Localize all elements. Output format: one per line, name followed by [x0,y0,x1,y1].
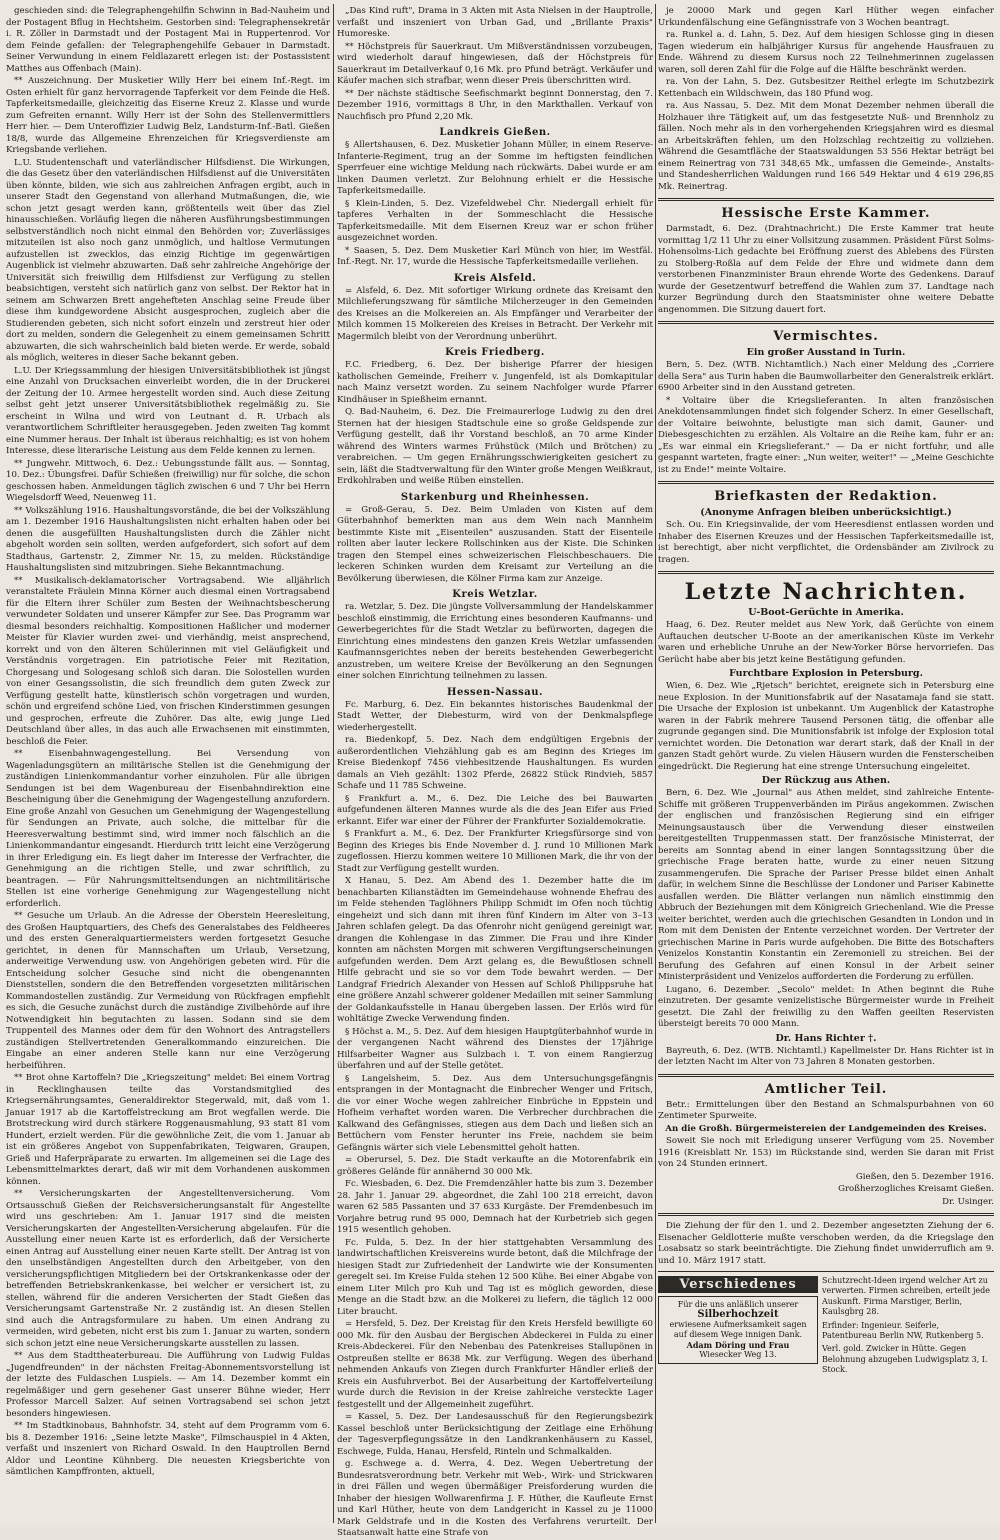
article-paragraph: ** Aus dem Stadttheaterbureau. Die Aufführung von Ludwig Fuldas „Jugendfreunden" in der nächsten Freitag-Abonnementsvorstellung ist der letzte des Fuldaschen Luspiels. — Am 14. Dezember kommt ein regelmäßiger und gern gesehener Gast unserer Bühne wieder, Herr Professor Marcell Salzer. Auf seinen Vortragsabend sei schon jetzt besonders hingewiesen. [6,1351,330,1419]
column-rule [333,4,334,1523]
article-paragraph: ** Eisenbahnwagengestellung. Bei Versendung von Wagenladungsgütern an militärische Stellen ist die Genehmigung der zuständigen Linienkommandantur vorher einzuholen. Für alle übrigen Sendungen ist bei dem Wagenbureau der Eisenbahndirektion eine Bescheinigung über die Genehmigung der Wagengestellung anzufordern. Eine große Anzahl von Gesuchen um Genehmigung der Wagengestellung für Sendungen an Private, auch solche, die mittelbar für die Heeresverwaltung bestimmt sind, wird immer noch fälschlich an die Linienkommandantur eingesandt. Hierdurch tritt leicht eine Verzögerung in ihrer Erledigung ein. Es liegt daher im Interesse der Verfrachter, die Genehmigung an die richtigen Stelle, und zwar schriftlich, zu beantragen. — Für Nahrungsmitteltsendungen an nichtmilitärische Stellen ist eine vorherige Genehmigung zur Wagengestellung nicht erforderlich. [6,749,330,909]
ad-line: erwiesene Aufmerksamkeit sagen auf diesem Wege innigen Dank. [669,1320,807,1339]
article-paragraph: Soweit Sie noch mit Erledigung unserer Verfügung vom 25. November 1916 (Kreisblatt Nr. 153) im Rückstande sind, werden Sie daran mit Frist von 24 Stunden erinnert. [658,1136,994,1169]
ads-heading: Verschiedenes [658,1276,818,1293]
heading-wetzlar: Kreis Wetzlar. [452,589,538,600]
article-paragraph: Darmstadt, 6. Dez. (Drahtnachricht.) Die Erste Kammer trat heute vormittag 1/2 11 Uhr zu einer Vollsitzung zusammen. Präsident Fürst Solms-Hohensolms-Lich gedachte bei Eröffnung zuerst des Ablebens des Fürsten zu Stolberg-Roßla auf dem Felde der Ehre und widmete dann dem verstorbenen Finanzminister Braun ehrende Worte des Gedenkens. Darauf wurde der Gesetzentwurf betreffend die Wahlen zum 37. Landtage nach kurzer Begründung durch den Staatsminister ohne weitere Debatte angenommen. Die Sitzung dauert fort. [658,224,994,315]
article-paragraph: je 20000 Mark und gegen Karl Hüther wegen einfacher Urkundenfälschung eine Gefängnisstrafe von 3 Wochen beantragt. [658,6,994,28]
article-paragraph: Fc. Wiesbaden, 6. Dez. Die Fremdenzähler hatte bis zum 3. Dezember 28. Jahr 1. Januar 29. abgeordnet, die Zahl 100 218 erreicht, davon waren 62 585 Passanten und 37 633 Kurgäste. Der Fremdenbesuch im Vorjahre betrug rund 95 000, Demnach hat der Kurbetrieb sich gegen 1915 wesentlich gehoben. [337,1179,653,1235]
article-paragraph: Dr. Usinger. [942,1196,994,1207]
column-3 [658,6,994,1521]
article-paragraph: Sch. Ou. Ein Kriegsinvalide, der vom Heeresdienst entlassen worden und Inhaber des Eisernen Kreuzes und der Hessischen Tapferkeitsmedaille ist, ist berechtigt, aber nicht verpflichtet, die Ordensbänder am Zivilrock zu tragen. [658,520,994,565]
heading-landkreis: Landkreis Gießen. [439,127,551,138]
article-paragraph: = Kassel, 5. Dez. Der Landesausschuß für den Regierungsbezirk Kassel beschloß unter Berücksichtigung der Zeitlage eine Erhöhung der Tagesverpflegungssätze in den Landkrankenhäusern zu Kassel, Eschwege, Fulda, Hanau, Hersfeld, Rinteln und Schmalkalden. [337,1412,653,1457]
article-paragraph: Fc. Marburg, 6. Dez. Ein bekanntes historisches Baudenkmal der Stadt Wetter, der Diebesturm, wird von der Denkmalspflege wiederhergestellt. [337,699,653,733]
ads-left [658,1276,818,1379]
article-paragraph: ** Volkszählung 1916. Haushaltungsvorstände, die bei der Volkszählung am 1. Dezember 1916 Haushaltungslisten nicht erhalten haben oder bei denen die ausgefüllten Haushaltungslisten durch die Zähler nicht abgeholt worden sein sollten, werden aufgefordert, sich sofort auf dem Stadthaus, Gartenstr. 2, Zimmer Nr. 15, zu melden. Rückständige Haushaltungslisten sind mitzubringen. Siehe Bekanntmachung. [6,505,330,573]
divider [658,198,994,201]
article-paragraph: * Saasen, 5. Dez. Dem Musketier Karl Münch von hier, im Westfäl. Inf.-Regt. Nr. 17, wurde die Hessische Tapferkeitsmedaille verliehen. [337,245,653,267]
heading-athen: Der Rückzug aus Athen. [761,775,891,786]
article-paragraph: = Alsfeld, 6. Dez. Mit sofortiger Wirkung ordnete das Kreisamt den Milchlieferungszwang für sämtliche Milcherzeuger in den Gemeinden des Kreises an die Molkereien an. Als Empfänger und Verarbeiter der Milch kommen 15 Molkereien des Kreises in Betracht. Der Verkehr mit Magermilch bleibt von der Verordnung unberührt. [337,285,653,342]
article-paragraph: ** Der nächste städtische Seefischmarkt beginnt Donnerstag, den 7. Dezember 1916, vormittags 8 Uhr, in den Markthallen. Verkauf von Nauchfisch pro Pfund 2,20 Mk. [337,88,653,122]
article-paragraph: Betr.: Ermittelungen über den Bestand an Schmalspurbahnen von 60 Zentimeter Spurweite. [658,1099,994,1121]
article-paragraph: § Langelsheim, 5. Dez. Aus dem Untersuchungsgefängnis entsprangen in der Montagnacht die Einbrecher Wenger und Fritsch, die vor einer Woche wegen zahlreicher Einbrüche in Eppstein und Hofheim verhaftet worden waren. Die Verbrecher durchbrachen die Kalkwand des Gefängnisses, stiegen aus dem Dach und ließen sich an Bettüchern vom Fenster herunter ins Freie, nachdem sie beim Gefängnis wärter sich viele Lebensmittel geholt hatten. [337,1073,653,1153]
kammer-news [658,224,994,316]
article-paragraph: Bayreuth, 6. Dez. (WTB. Nichtamtl.) Kapellmeister Dr. Hans Richter ist in der letzten Nacht im Alter von 73 Jahren 8 Monaten gestorben. [658,1045,994,1067]
briefkasten-text [658,520,994,566]
article-paragraph: An die Großh. Bürgermeistereien der Landgemeinden des Kreises. [665,1123,987,1134]
ads-right [822,1276,992,1379]
divider [658,1213,994,1216]
heading-hessen-nassau: Hessen-Nassau. [447,686,543,698]
local-news [6,6,330,1479]
friedberg-news [337,360,653,488]
article-paragraph: ** Höchstpreis für Sauerkraut. Um Mißverständnissen vorzubeugen, wird wiederholt darauf hingewiesen, daß der Höchstpreis für Sauerkraut im Detailverkauf 0,16 Mk. pro Pfund beträgt. Verkäufer und Käufer machen sich strafbar, wenn dieser Preis überschritten wird. [337,41,653,86]
article-paragraph: geschieden sind: die Telegraphengehilfin Schwinn in Bad-Nauheim und der Postagent Bflug in Hechtsheim. Gestorben sind: Telegraphensekretär i. R. Zöller in Darmstadt und der Postagent Mai in Ruppertenrod. Vor dem Feinde gefallen: der Telegraphengehilfe Gebauer in Darmstadt. Seiner Verwundung in einem Feldlazarett erlegen ist: der Postassistent Matthes aus Offenbach (Main). [6,6,330,74]
article-paragraph: = Hersfeld, 5. Dez. Der Kreistag für den Kreis Hersfeld bewilligte 60 000 Mk. für den Ausbau der Bergischen Abdeckerei in Fulda zu einer Kreis-Abdeckerei. Für den Nebenbau des Patenkreises Stallupönen in Ostpreußen stellte er 8638 Mk. zur Verfügung. Wegen des überhand nehmenden Ankaufs von Ziegen durch Frankfurter Händler erließ der Kreis ein Ausfuhrverbot. Bei der Ausarbeitung der Kartoffelverteilung wurde durch die Revision in der Kreise zahlreiche versteckte Lager festgestellt und der Allgemeinheit zugeführt. [337,1319,653,1410]
article-paragraph: L.U. Der Kriegssammlung der hiesigen Universitätsbibliothek ist jüngst eine Anzahl von Drucksachen einverleibt worden, die in der Druckerei der Zeitung der 10. Armee hergestellt worden sind. Auch diese Zeitung selbst geht jetzt unserer Universitätsbibliothek regelmäßig zu. Sie erscheint in Wilna und wird von Leutnant d. R. Urbach als verantwortlichem Schriftleiter herausgegeben. Jeden zweiten Tag kommt eine Nummer heraus. Der Inhalt ist überaus reichhaltig; es ist von hohem Interesse, diese literarische Leistung aus dem Felde kennen zu lernen. [6,365,330,456]
alsfeld-news [337,286,653,344]
ad-text: Verl. gold. Zwicker in Hütte. Gegen Belohnung abzugeben Ludwigsplatz 3, I. Stock. [822,1344,988,1375]
article-paragraph: ra. Von der Lahn, 5. Dez. Gutsbesitzer Reithel erlegte im Schutzbezirk Kettenbach ein Wildschwein, das 180 Pfund wog. [658,77,994,99]
column-rule [655,4,656,1523]
hessen-nassau-news [337,700,653,1540]
amtlicher-text [658,1100,994,1209]
ad-line-name: Adam Döring und Frau [686,1340,790,1350]
article-paragraph: ** Musikalisch-deklamatorischer Vortragsabend. Wie alljährlich veranstaltete Fräulein Minna Körner auch diesmal einen Vortragsabend für die Eltern ihrer Schüler zum Besten der Weihnachtsbescherung verwundeter Soldaten und unserer Kämpfer zur See. Das Programm war diesmal besonders reichhaltig. Kompositionen Haßlicher und moderner Meister für Klavier wurden zwei- und vierhändig, meist ansprechend, korrekt und von den älteren Schülerinnen mit viel Geläufigkeit und Verständnis vorgetragen. Ein patriotische Feier mit Rezitation, Chorgesang und Sologesang schloß sich daran. Die Solostellen wurden von einer Gesangssolistin, die sich freundlich dem guten Zweck zur Verfügung gestellt hatte, künstlerisch schön vorgetragen und wurden, schön und ergreifend schöne Lied, von frischen Kinderstimmen gesungen und gesprochen, erfreute die Zuhörer. Das alte, ewig junge Lied Deutschland über alles, in das auch alle Erwachsenen mit einstimmten, beschloß die Feier. [6,575,330,747]
heading-starkenburg: Starkenburg und Rheinhessen. [400,491,590,503]
article-paragraph: Wien, 6. Dez. Wie „Rjetsch" berichtet, ereignete sich in Petersburg eine neue Explosion. In der Munitionsfabrik auf der Nasatamaja fand sie statt. Die Ursache der Explosion ist unbekannt. Um Augenblick der Katastrophe waren in der Fabrik mehrere Tausend Personen tätig, die offenbar alle zugrunde gegangen sind. Die Munitionsfabrik ist infolge der Explosion total vernichtet worden. Die Detonation war derart stark, daß der Knall in der ganzen Stadt gehört wurde. Zu vielen Häusern wurden die Fensterscheiben eingedrückt. Die Regierung hat eine strenge Untersuchung eingeleitet. [658,681,994,772]
article-paragraph: Großherzogliches Kreisamt Gießen. [838,1184,994,1194]
article-paragraph: Lugano, 6. Dezember. „Secolo" meldet: In Athen beginnt die Ruhe einzutreten. Der gesamte venizelistische Bürgermeister wurde in Freiheit gesetzt. Die Zahl der freiwillig zu den Waffen geeilten Reservisten übersteigt bereits 70 000 Mann. [658,984,994,1029]
article-paragraph: ** Brot ohne Kartoffeln? Die „Kriegszeitung" meldet: Bei einem Vortrag in Recklinghausen teilte das Vorstandsmitglied des Kriegsernährungsamtes, Generaldirektor Stegerwald, mit, daß vom 1. Januar 1917 ab die Kartoffelstreckung am Brot wegfallen werde. Die Brotstreckung wird durch stärkere Roggenausmahlung, 93 statt 81 vom Hundert, erzielt werden. Für die gewöhnliche Zeit, die vom 1. Januar ab ist ein größeres Angebot von Suppenfabrikaten, Teigwaren, Graupen, Grieß und Haferpräparate zu erwarten. Im allgemeinen sei die Lage des Lebensmittelmarktes derart, daß wir mit dem Vorhandenen auskommen können. [6,1073,330,1187]
heading-u-boot: U-Boot-Gerüchte in Amerika. [748,607,904,618]
divider [658,1271,994,1272]
ad-line-title: Silberhochzeit [697,1309,779,1320]
local-news-cont [337,6,653,123]
article-paragraph: ra. Runkel a. d. Lahn, 5. Dez. Auf dem hiesigen Schlosse ging in diesen Tagen wiederum ein halbjähriger Kursus für angehende Hausfrauen zu Ende. Während zu diesem Kursus noch 22 Teilnehmerinnen zugelassen waren, soll deren Zahl für die Folge auf die Hälfte beschränkt werden. [658,30,994,75]
heading-richter: Dr. Hans Richter †. [775,1032,877,1044]
landkreis-news [337,140,653,269]
article-paragraph: § Klein-Linden, 5. Dez. Vizefeldwebel Chr. Niedergall erhielt für tapferes Verhalten in der Sommeschlacht die Hessische Tapferkeitsmedaille. Mit dem Eisernen Kreuz war er schon früher ausgezeichnet worden. [337,198,653,243]
nassau-news-cont [658,6,994,193]
ad-text: Erfinder: Ingenieur. Seiferle, Patentbureau Berlin NW, Rutkenberg 5. [822,1320,984,1341]
ad-line: Wiesecker Weg 13. [699,1350,777,1359]
article-paragraph: ** Jungwehr. Mittwoch, 6. Dez.: Uebungsstunde fällt aus. — Sonntag, 10. Dez.: Übungsfrei. Dafür Schießen (freiwillig) nur für solche, die schon geschossen haben. Anmeldungen täglich zwischen 6 und 7 Uhr bei Herrn Wiegelsdorff Weed, Neuenweg 11. [6,458,330,503]
ad-silver-wedding [658,1296,818,1364]
article-paragraph: § Allertshausen, 6. Dez. Musketier Johann Müller, in einem Reserve-Infanterie-Regiment, trug an der Somme im heftigsten feindlichen Sperrfeuer eine wichtige Meldung nach rückwärts. Dabei wurde er am linken Daumen verletzt. Zur Belohnung erhielt er die Hessische Tapferkeitsmedaille. [337,140,653,196]
article-paragraph: ** Im Stadtkinobaus, Bahnhofstr. 34, steht auf dem Programm vom 6. bis 8. Dezember 1916: „Seine letzte Maske", Filmschauspiel in 4 Akten, verfaßt und inszeniert von Richard Oswald. In den Hauptrollen Bernd Aldor und Leontine Kühnberg. Die neuesten Kriegsberichte von sämtlichen Kampffronten, aktuell, [6,1421,330,1477]
heading-turin: Ein großer Ausstand in Turin. [746,347,906,358]
heading-briefkasten-note: (Anonyme Anfragen bleiben unberücksichtigt.) [700,507,952,518]
starkenburg-news [337,505,653,586]
article-paragraph: X Hanau, 5. Dez. Am Abend des 1. Dezember hatte die im benachbarten Kilianstädten im Gemeindehause wohnende Ehefrau des im Felde stehenden Taglöhners Philipp Schmidt im Ofen noch tüchtig eingeheizt und sich dann mit ihren fünf Kindern im Alter von 3–13 Jahren schlafen gelegt. Da das Ofenrohr nicht genügend gereinigt war, drangen die Kohlengase in das Zimmer. Die Frau und ihre Kinder konnten am nächsten Morgen mit schweren Vergiftungserscheinungen aufgefunden werden. Dem Arzt gelang es, die Bewußtlosen schnell Hilfe gebracht und sie so vor dem Tode bewahrt werden. — Der Landgraf Friedrich Alexander von Hessen auf Schloß Philippsruhe hat eine größere Anzahl schwerer goldener Medaillen mit seiner Sammlung der Goldankaufsstelle in Hanau übergeben lassen. Der Erlös wird für wohltätige Zwecke Verwendung finden. [337,876,653,1024]
column-2 [337,6,653,1538]
heading-petersburg: Furchtbare Explosion in Petersburg. [729,668,923,679]
heading-letzte-nachrichten: Letzte Nachrichten. [684,579,968,605]
article-paragraph: ** Gesuche um Urlaub. An die Adresse der Oberstein Heeresleitung, des Großen Hauptquartiers, des Chefs des Generalstabes des Feldheeres und des ersten Generalquartiermeisters werden fortgesetzt Gesuche gerichtet, in denen für Mannschaften um Urlaub, Versetzung, anderweitige Verwendung usw. von Angehörigen gebeten wird. Für die Entscheidung solcher Gesuche sind nicht die obengenannten Dienststellen, sondern die den Betreffenden vorgesetzten militärischen Kommandostellen zuständig. Zur Vermeidung von Rückfragen empfiehlt es sich, die Gesuche zunächst durch die zuständige Zivilbehörde auf ihre Notwendigkeit hin begutachten zu lassen. Sodann sind sie dem Truppenteil des Mannes oder dem für den Wohnort des Antragstellers zuständigen Stellvertretenden Generalkommando einzureichen. Die Eingabe an einer anderen Stelle kann nur eine Verzögerung herbeiführen. [6,911,330,1071]
article-paragraph: ra. Biedenkopf, 5. Dez. Nach dem endgültigen Ergebnis der außerordentlichen Viehzählung gab es am Beginn des Krieges im Kreise Biedenkopf 7456 viehbesitzende Haushaltungen. Es wurden damals an Vieh gezählt: 1302 Pferde, 26822 Stück Rindvieh, 5857 Schafe und 11 785 Schweine. [337,735,653,791]
divider [658,571,994,574]
ad-line: Für die uns anläßlich unserer [677,1300,799,1309]
ad-text: Schutzrecht-Ideen irgend welcher Art zu verwerten. Firmen schreiben, erteilt jede Auskunft. Firma Marstiger, Berlin, Kaulsgbrg 28. [822,1276,991,1317]
athen-news [658,788,994,1031]
wetzlar-news [337,602,653,683]
article-paragraph: § Frankfurt a. M., 6. Dez. Die Leiche des bei Bauwarten aufgefundenen älteren Mannes wurde als die des Jean Eifer aus Fried erkannt. Eifer war einer der Führer der Frankfurter Sozialdemokratie. [337,793,653,827]
article-paragraph: Gießen, den 5. Dezember 1916. [855,1171,994,1182]
article-paragraph: ra. Aus Nassau, 5. Dez. Mit dem Monat Dezember nehmen überall die Holzhauer ihre Tätigkeit auf, um das festgesetzte Nuß- und Brennholz zu fällen. Noch mehr als in den vorhergehenden Kriegsjahren wird es diesmal an Arbeitskräften fehlen, um den Holzschlag rechtzeitig zu vollziehen. Während die Gesamtfläche der Staatswaldungen 53 556 Hektar beträgt bei einem Reinertrag von 731 348,65 Mk., umfassen die Gemeinde-, Anstalts- und Standesherrlichen Waldungen rund 166 549 Hektar und 4 619 296,85 Mk. Reinertrag. [658,101,994,192]
article-paragraph: = Groß-Gerau, 5. Dez. Beim Umladen von Kisten auf dem Güterbahnhof bemerkten man aus dem Wein nach Mannheim bestimmte Kiste mit „Eisenteilen" auszusanden. Statt der Eisenteile rollten aber lauter leckere Rollschinken aus der Kiste. Die Schinken tragen den Stempel eines schweizerischen Fleischbeschauers. Die leckeren Schinken wurden dem Kreisamt zur Verteilung an die Bevölkerung überwiesen, die Kölner Firma kam zur Anzeige. [337,504,653,584]
article-paragraph: g. Eschwege a. d. Werra, 4. Dez. Wegen Uebertretung der Bundesratsverordnung betr. Verkehr mit Web-, Wirk- und Strickwaren in drei Fällen und wegen übermäßiger Preisforderung wurden die Inhaber der hiesigen Wollwarenfirma J. F. Hüther, die Kaufleute Ernst und Karl Hüther, heute von dem Landgericht in Kassel zu je 11000 Mark Geldstrafe und in die Kosten des Verfahrens verurteilt. Der Staatsanwalt hatte eine Strafe von [337,1459,653,1538]
ads-section [658,1276,994,1379]
article-paragraph: = Oberursel, 5. Dez. Die Stadt verkaufte an die Motorenfabrik ein größeres Gelände für annähernd 30 000 Mk. [337,1155,653,1177]
article-paragraph: ra. Wetzlar, 5. Dez. Die jüngste Vollversammlung der Handelskammer beschloß einstimmig, die Errichtung eines besonderen Kaufmanns- und Gewerbegerichtes für die Stadt Wetzlar zu befürworten, dagegen die Einrichtung eines mindestens den ganzen Kreis Wetzlar umfassenden Kaufmannsgerichtes neben der bereits bestehenden Gewerbegericht anzustreben, um weitere Kreise der Bevölkerung an den Segnungen einer solchen Einrichtung teilnehmen zu lassen. [337,602,653,681]
lottery-notice: Die Ziehung der für den 1. und 2. Dezember angesetzten Ziehung der 6. Eisenacher Geldlotterie mußte verschoben werden, da die Kriegslage den Losabsatz so stark beeinträchtigte. Die Ziehung findet unwiderruflich am 9. und 10. März 1917 statt. [658,1221,994,1266]
divider [658,321,994,324]
article-paragraph: L.U. Studentenschaft und vaterländischer Hilfsdienst. Die Wirkungen, die das Gesetz über den vaterländischen Hilfsdienst auf die Universitäten üben könnte, bilden, wie sich aus zahlreichen Anfragen ergibt, auch in unserer Stadt den Gegenstand von allerhand Mutmaßungen, die, wie schon jetzt gesagt werden kann, größtenteils weit über das Ziel hinausschießen. Vorläufig liegen die näheren Ausführungsbestimmungen selbstverständlich noch nicht einmal den Behörden vor; Zuverlässiges mitzuteilen ist also noch ganz unmöglich, und haltlose Vermutungen aufzustellen ist zwecklos, das einzig Richtige im gegenwärtigen Augenblick ist vielmehr abzuwarten. Daß sehr zahlreiche Angehörige der Universität sich freiwillig dem Hilfsdienst zur Verfügung zu stellen beabsichtigen, versteht sich natürlich ganz von selbst. Der Rektor hat in seinem am Schwarzen Brett angehefteten Anschlag seine Freude über diese ihm kundgewordene Absicht ausgesprochen, zugleich aber die Studierenden gebeten, sich nicht sofort einzeln und zerstreut hier oder dort zu melden, sondern die Gelegenheit zu einem gemeinsamen Schritt abzuwarten, die sich wahrscheinlich bald bieten werde. Er werde, sobald als möglich, weiteres in dieser Sache bekannt geben. [6,157,330,363]
article-paragraph: ** Versicherungskarten der Angestelltenversicherung. Vom Ortsausschuß Gießen der Reichsversicherungsanstalt für Angestellte wird uns geschrieben: Am 1. Januar 1917 sind die meisten Versicherungskarten der Angestellten-Versicherung abgelaufen. Für die Ausstellung einer neuen Karte ist es erforderlich, daß der Versicherte einen Antrag auf Ausstellung einer neuen Karte stellt. Der Antrag ist von den unselbständigen Angestellten durch den Arbeitgeber, von den versicherungspflichtigen Mitgliedern bei der Ortskrankenkasse oder der betreffenden Betriebskrankenkasse, bei welcher er versichert ist, zu stellen, während für die anderen Versicherten der Stadt Gießen das Versicherungsamt Gartenstraße Nr. 2 zuständig ist. An diesen Stellen sind auch die Antragsformulare zu haben. Um einen Andrang zu vermeiden, wird gebeten, nicht erst bis zum 1. Januar zu warten, sondern sich schon jetzt eine neue Versicherungskarte ausstellen zu lassen. [6,1189,330,1349]
divider [658,1074,994,1077]
heading-amtlicher-teil: Amtlicher Teil. [764,1081,888,1097]
column-1 [6,6,330,1521]
article-paragraph: ** Auszeichnung. Der Musketier Willy Herr bei einem Inf.-Regt. im Osten erhielt für ganz hervorragende Tapferkeit vor dem Feinde die Heß. Tapferkeitsmedaille, gleichzeitig das Eiserne Kreuz 2. Klasse und wurde zum Gefreiten ernannt. Willy Herr ist der Sohn des Stellenvermittlers Herr hier. — Dem Unteroffizier Ludwig Belz, Landsturm-Inf.-Batl. Gießen 18/8, wurde das Allgemeine Ehrenzeichen für Kriegsverdienste am Kriegsbande verliehen. [6,76,330,155]
article-paragraph: Haag, 6. Dez. Reuter meldet aus New York, daß Gerüchte von einem Auftauchen deutscher U-Boote an der amerikanischen Küste im Verkehr waren und erhebliche Unruhe an der New-Yorker Börse hervorriefen. Das Gerücht habe aber bis jetzt keine Bestätigung gefunden. [658,620,994,665]
heading-alsfeld: Kreis Alsfeld. [453,272,537,284]
heading-erste-kammer: Hessische Erste Kammer. [721,206,931,221]
article-paragraph: „Das Kind ruft", Drama in 3 Akten mit Asta Nielsen in der Hauptrolle, verfaßt und inszeniert von Urban Gad, und „Brillante Praxis" Humoreske. [337,6,653,39]
article-paragraph: Fc. Fulda, 5. Dez. In der hier stattgehabten Versammlung des landwirtschaftlichen Kreisvereins wurde betont, daß die Milchfrage der hiesigen Stadt zur Zufriedenheit der Landwirte wie der Konsumenten geregelt sei. Im Kreise Fulda stehen 12 500 Kühe. Bei einer Abgabe von einem Liter Milch pro Kuh und Tag ist es möglich geworden, diese Menge an die Stadt bzw. an die Molkerei zu liefern, die täglich 12 000 Liter braucht. [337,1237,653,1317]
article-paragraph: Bern, 6. Dez. Wie „Journal" aus Athen meldet, sind zahlreiche Entente-Schiffe mit größeren Truppenverbänden im Piräus angekommen. Zwischen der englischen und französischen Regierung sind ein eifriger Meinungsaustausch über die Verwendung dieser einstweilen bereitgestellten Truppenmassen statt. Der französische Ministerrat, der bereits am Sonntag abend in einer langen Sonntagssitzung über die griechische Frage beraten hatte, wurde zu einer neuen Sitzung zusammengerufen. Die Sprache der Pariser Presse bildet einen Anhalt dafür, in welchem Sinne die Beschlüsse der Londoner und Pariser Kabinette ausfallen werden. Die Blätter verlangen nun nämlich einstimmig den Abbruch der Beziehungen mit dem Königreich Griechenland. Wie die Presse weiter berichtet, werden auch die griechischen Gesandten in London und in Rom mit dem Denisten der Entente verzeichnet worden. Der Vertreter der griechischen Marine in Paris wurde aufgehoben. Die Bitte des Botschafters Venizelos Konstantin Konstantin ein Zeremoniell zu streichen. Bei der Berufung des Gefahren auf einen Konsul in der Arbeit seiner Ministerpräsident und Venizelos aufforderten die Forderung zu erfüllen. [658,788,994,982]
u-boot-news [658,620,994,666]
petersburg-news [658,681,994,773]
article-paragraph: F.C. Friedberg, 6. Dez. Der bisherige Pfarrer der hiesigen katholischen Gemeinde, Freiherr v. Jungenfeld, ist als Domkapitular nach Mainz versetzt worden. Zu seinem Nachfolger wurde Pfarrer Kindhäuser in Spießheim ernannt. [337,360,653,405]
article-paragraph: § Höchst a. M., 5. Dez. Auf dem hiesigen Hauptgüterbahnhof wurde in der vergangenen Nacht während des Dienstes der 17jährige Hilfsarbeiter Wagner aus Sulzbach i. T. von einem Rangierzug überfahren und auf der Stelle getötet. [337,1026,653,1071]
heading-vermischtes: Vermischtes. [773,329,879,344]
heading-friedberg: Kreis Friedberg. [445,347,545,358]
article-paragraph: § Frankfurt a. M., 6. Dez. Der Frankfurter Kriegsfürsorge sind von Beginn des Krieges bis Ende November d. J. rund 10 Millionen Mark zugeflossen. Hierzu kommen weitere 10 Millionen Mark, die ihr von der Stadt zur Verfügung gestellt wurden. [337,829,653,874]
article-paragraph: Q. Bad-Nauheim, 6. Dez. Die Freimaurerloge Ludwig zu den drei Sternen hat der hiesigen Stadtschule eine so große Geldspende zur Verfügung gestellt, daß ihr Vorstand beschloß, an 70 arme Kinder während des Winters warmes Frühstück (Milch und Brötchen) zu verabreichen. — Um gegen Ernährungsschwierigkeiten gesichert zu sein, läßt die Stadtverwaltung für den Winter große Mengen Weißkraut, Erdkohlraben und weiße Rüben einstellen. [337,407,653,486]
article-paragraph: Bern, 5. Dez. (WTB. Nichtamtlich.) Nach einer Meldung des „Corriere della Sera" aus Turin haben die Baumwollarbeiter den Generalstreik erklärt. 6900 Arbeiter sind in den Ausstand getreten. [658,360,994,393]
divider [658,481,994,484]
article-paragraph: * Voltaire über die Kriegslieferanten. In alten französischen Anekdotensammlungen findet sich folgender Scherz. In einer Gesellschaft, der Voltaire beiwohnte, belustigte man sich damit, Gauner- und Diebesgeschichten zu erzählen. Als Voltaire an die Reihe kam, fuhr er an: „Es war einmal ein Kriegslieferant." — Da er nicht fortfuhr, und alle gespannt warteten, fragte einer: „Nun weiter, weiter!" — „Meine Geschichte ist zu Ende!" meinte Voltaire. [658,395,994,475]
vermischtes-news [658,360,994,476]
richter-news [658,1046,994,1069]
heading-briefkasten: Briefkasten der Redaktion. [714,489,938,504]
